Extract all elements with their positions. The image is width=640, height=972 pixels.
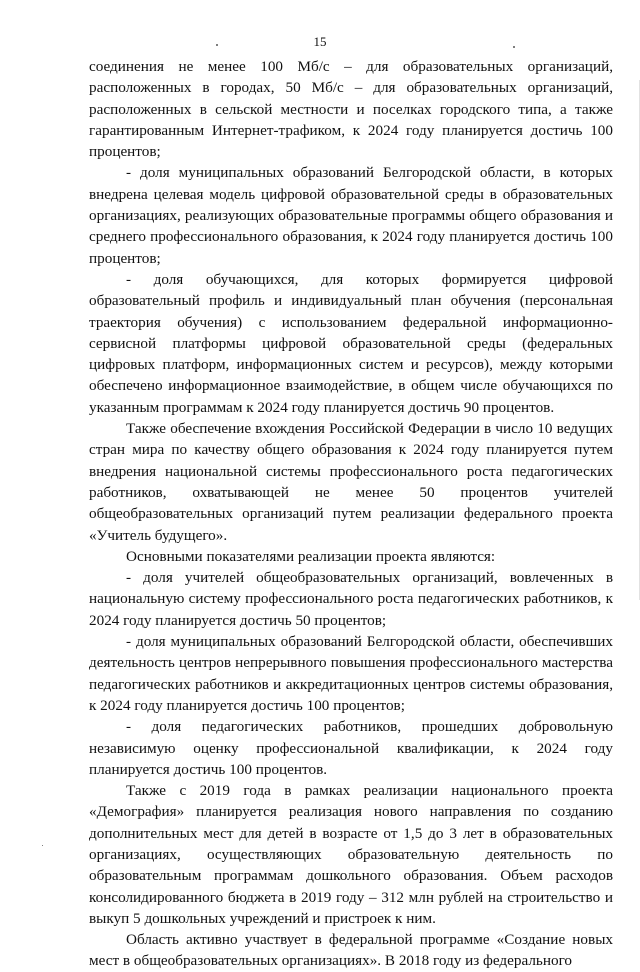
scan-speck (513, 46, 515, 48)
paragraph-demography-project: Также с 2019 года в рамках реализации национального проекта «Демография» планируется реализация нового направления по созданию дополнительных мест для детей в возрасте от 1,5 до 3 лет в образовательных организациях, осуществляющих образовательную деятельность по образовательным программам дошкольного образования. Объем расходов консолидированного бюджета в 2019 году – 312 млн рублей на строительство и выкуп 5 дошкольных учреждений и пристроек к ним. (89, 782, 613, 927)
paragraph-teacher-of-future: Также обеспечение вхождения Российской Федерации в число 10 ведущих стран мира по качеству общего образования к 2024 году планируется путем внедрения национальной системы профессионального роста педагогических работников, охватывающей не менее 50 процентов учителей общеобразовательных организаций путем реализации федерального проекта «Учитель будущего». (89, 420, 613, 544)
paragraph-indicators-intro: Основными показателями реализации проекта являются: (126, 547, 496, 565)
scan-speck (216, 44, 218, 46)
paragraph-digital-environment-share: - доля муниципальных образований Белгородской области, в которых внедрена целевая модель цифровой образовательной среды в образовательных организациях, реализующих образовательные программы общего образования и среднего профессионального образования, к 2024 году планируется достичь 100 процентов; (89, 164, 613, 267)
scan-speck (42, 845, 43, 846)
paragraph-qualification-assessment-share: - доля педагогических работников, прошедших добровольную независимую оценку профессиональной квалификации, к 2024 году планируется достичь 100 процентов. (89, 718, 613, 778)
paragraph-digital-profile-share: - доля обучающихся, для которых формируется цифровой образовательный профиль и индивидуальный план обучения (персональная траектория обучения) с использованием федеральной информационно-сервисной платформы цифровой образовательной среды (федеральных цифровых платформ, информационных систем и ресурсов), между которыми обеспечено информационное взаимодействие, в общем числе обучающихся по указанным программам к 2024 году планируется достичь 90 процентов. (89, 270, 613, 416)
paragraph-new-school-places: Область активно участвует в федеральной программе «Создание новых мест в общеобразовательных организациях». В 2018 году из федерального (89, 931, 613, 970)
paragraph-municipal-centers-share: - доля муниципальных образований Белгородской области, обеспечивших деятельность центров непрерывного повышения профессионального мастерства педагогических работников и аккредитационных центров системы образования, к 2024 году планируется достичь 100 процентов; (89, 633, 613, 714)
document-body (89, 56, 613, 972)
paragraph-internet-speed: соединения не менее 100 Мб/с – для образовательных организаций, расположенных в городах, 50 Мб/с – для образовательных организаций, расположенных в сельской местности и поселках городского типа, а также гарантированным Интернет-трафиком, к 2024 году планируется достичь 100 процентов; (89, 58, 613, 161)
paragraph-teachers-growth-share: - доля учителей общеобразовательных организаций, вовлеченных в национальную систему профессионального роста педагогических работников, к 2024 году планируется достичь 50 процентов; (89, 569, 613, 629)
page-number: 15 (313, 34, 327, 49)
